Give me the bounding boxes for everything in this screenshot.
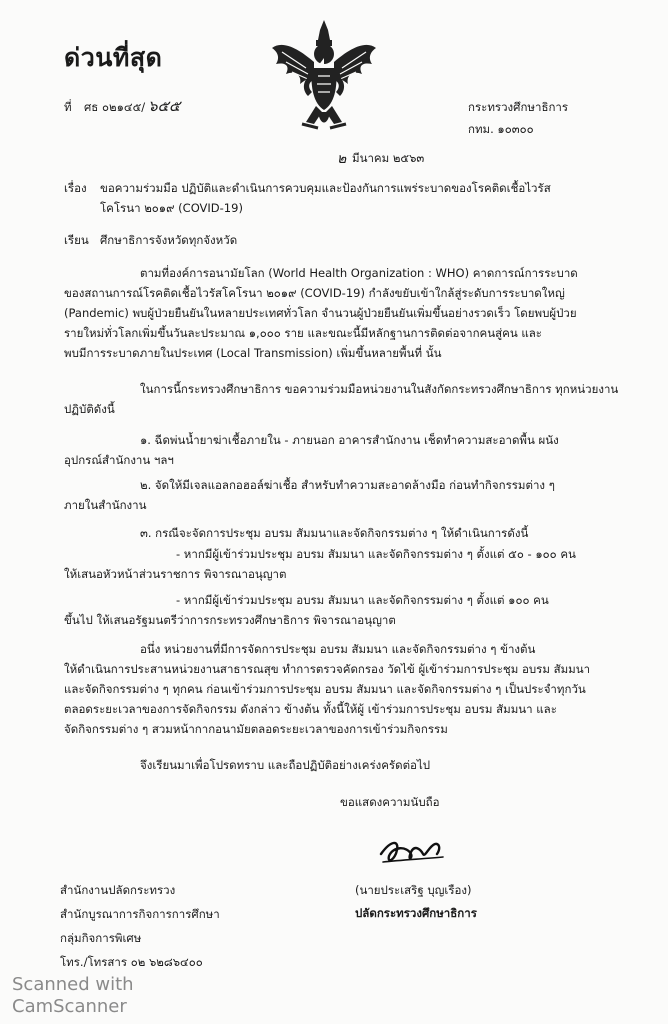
paragraph-3-line: ให้ดำเนินการประสานหน่วยงานสาธารณสุข ทำการตรวจคัดกรอง วัดไข้ ผู้เข้าร่วมการประชุม อบรม สัมมนา (64, 662, 591, 676)
signatory-position: ปลัดกระทรวงศึกษาธิการ (355, 906, 477, 920)
paragraph-3-line: อนึ่ง หน่วยงานที่มีการจัดการประชุม อบรม สัมมนา และจัดกิจกรรมต่าง ๆ ข้างต้น (140, 642, 536, 656)
ministry-name: กระทรวงศึกษาธิการ (468, 100, 569, 114)
scanner-watermark (12, 974, 134, 1018)
urgency-heading: ด่วนที่สุด (64, 43, 163, 72)
paragraph-1-line: ตามที่องค์การอนามัยโลก (World Health Organization : WHO) คาดการณ์การระบาด (140, 266, 578, 280)
paragraph-1-line: (Pandemic) พบผู้ป่วยยืนยันในหลายประเทศทั่วโลก จำนวนผู้ป่วยยืนยันเพิ่มขึ้นอย่างรวดเร็ว โดยพบผู้ป่วย (64, 306, 577, 320)
watermark-line-2: CamScanner (12, 996, 127, 1017)
recipient-label: เรียน (64, 233, 89, 247)
postcode: กทม. ๑๐๓๐๐ (468, 122, 534, 136)
paragraph-1-line: รายใหม่ทั่วโลกเพิ่มขึ้นวันละประมาณ ๑,๐๐๐ ราย และขณะนี้มีหลักฐานการติดต่อจากคนสู่คน และ (64, 326, 542, 340)
signature-mark-icon (377, 832, 447, 872)
doc-number: ศธ ๐๒๑๔๕/ (84, 100, 146, 114)
paragraph-2-line: ในการนี้กระทรวงศึกษาธิการ ขอความร่วมมือหน่วยงานในสังกัดกระทรวงศึกษาธิการ ทุกหน่วยงาน (140, 382, 619, 396)
subject-line-1: ขอความร่วมมือ ปฏิบัติและดำเนินการควบคุมและป้องกันการแพร่ระบาดของโรคติดเชื้อไวรัส (100, 181, 551, 195)
date-month-year: มีนาคม ๒๕๖๓ (352, 151, 425, 165)
subject-line-2: โคโรนา ๒๐๑๙ (COVID-19) (100, 201, 243, 215)
paragraph-3-line: จัดกิจกรรมต่าง ๆ สวมหน้ากากอนามัยตลอดระยะเวลาของการเข้าร่วมกิจกรรม (64, 722, 448, 736)
doc-number-handwritten: ๖๕๕ (148, 97, 181, 115)
paragraph-3-line: ตลอดระยะเวลาของการจัดกิจกรรม ดังกล่าว ข้างต้น ทั้งนี้ให้ผู้ เข้าร่วมการประชุม อบรม สัมมนา และ (64, 702, 557, 716)
list-item-1: ๑. ฉีดพ่นน้ำยาฆ่าเชื้อภายใน - ภายนอก อาคารสำนักงาน เช็ดทำความสะอาดพื้น ผนัง (140, 433, 559, 447)
watermark-line-1: Scanned with (12, 974, 134, 995)
sub-item-3b: - หากมีผู้เข้าร่วมประชุม อบรม สัมมนา และจัดกิจกรรมต่าง ๆ ตั้งแต่ ๑๐๐ คน (176, 593, 549, 607)
list-item-2: ๒. จัดให้มีเจลแอลกอฮอล์ฆ่าเชื้อ สำหรับทำความสะอาดล้างมือ ก่อนทำกิจกรรมต่าง ๆ (140, 478, 555, 492)
footer-office: สำนักงานปลัดกระทรวง (60, 883, 176, 897)
recipient: ศึกษาธิการจังหวัดทุกจังหวัด (100, 233, 238, 247)
sub-item-3a-cont: ให้เสนอหัวหน้าส่วนราชการ พิจารณาอนุญาต (64, 567, 287, 581)
sub-item-3b-cont: ขึ้นไป ให้เสนอรัฐมนตรีว่าการกระทรวงศึกษาธิการ พิจารณาอนุญาต (64, 613, 396, 627)
list-item-1-cont: อุปกรณ์สำนักงาน ฯลฯ (64, 453, 174, 467)
garuda-emblem-icon (268, 18, 380, 136)
paragraph-2-line: ปฏิบัติดังนี้ (64, 402, 115, 416)
doc-number-label: ที่ (64, 100, 72, 114)
list-item-3: ๓. กรณีจะจัดการประชุม อบรม สัมมนาและจัดกิจกรรมต่าง ๆ ให้ดำเนินการดังนี้ (140, 526, 529, 540)
sub-item-3a: - หากมีผู้เข้าร่วมประชุม อบรม สัมมนา และจัดกิจกรรมต่าง ๆ ตั้งแต่ ๕๐ - ๑๐๐ คน (176, 547, 576, 561)
signatory-name: (นายประเสริฐ บุญเรือง) (355, 883, 472, 897)
subject-label: เรื่อง (64, 181, 87, 195)
paragraph-1-line: ของสถานการณ์โรคติดเชื้อไวรัสโคโรนา ๒๐๑๙ (COVID-19) กำลังขยับเข้าใกล้สู่ระดับการระบาดใหญ่ (64, 286, 565, 300)
date-day: ๒ (337, 151, 347, 167)
list-item-2-cont: ภายในสำนักงาน (64, 498, 147, 512)
closing-phrase: ขอแสดงความนับถือ (340, 795, 440, 809)
footer-group: กลุ่มกิจการพิเศษ (60, 931, 142, 945)
footer-phone: โทร./โทรสาร ๐๒ ๖๒๘๖๔๐๐ (60, 955, 203, 969)
closing-paragraph: จึงเรียนมาเพื่อโปรดทราบ และถือปฏิบัติอย่างเคร่งครัดต่อไป (140, 758, 431, 772)
paragraph-1-line: พบมีการระบาดภายในประเทศ (Local Transmission) เพิ่มขึ้นหลายพื้นที่ นั้น (64, 346, 442, 360)
footer-bureau: สำนักบูรณาการกิจการการศึกษา (60, 907, 220, 921)
paragraph-3-line: และจัดกิจกรรมต่าง ๆ ทุกคน ก่อนเข้าร่วมการประชุม อบรม สัมมนา และจัดกิจกรรมต่าง ๆ เป็นประจำทุกวัน (64, 682, 586, 696)
